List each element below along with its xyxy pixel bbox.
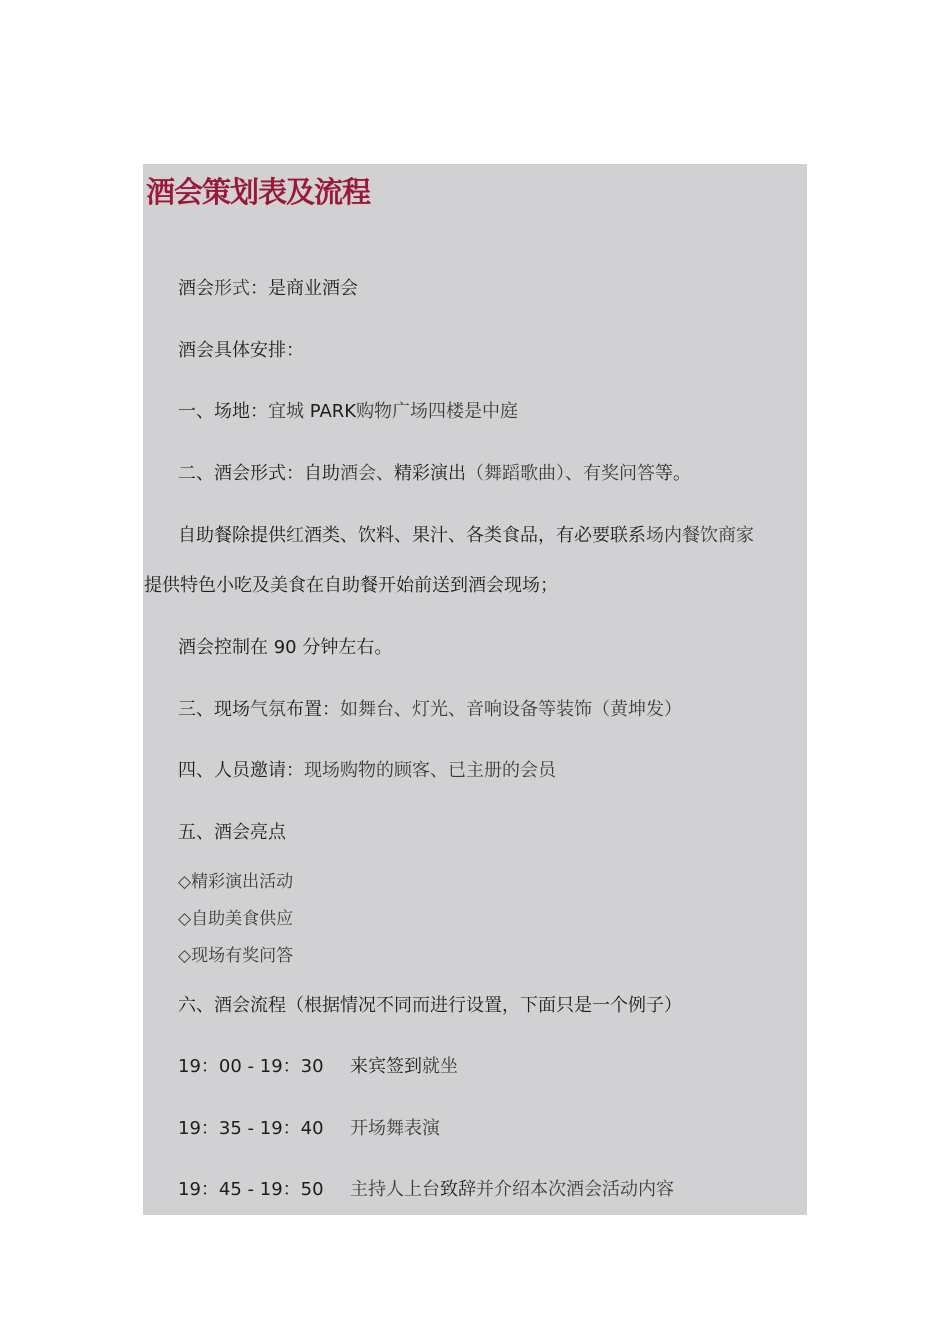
schedule-time: 19：45 - 19：50 [178, 1179, 324, 1200]
venue-value-c: 购物广场四楼是中庭 [356, 401, 519, 422]
atmosphere-label-c: 布置： [286, 699, 340, 720]
format-part-c: （舞蹈歌曲）、有奖问答 [466, 463, 655, 484]
venue-value-a: 宜城 [268, 401, 310, 422]
schedule-row [178, 1054, 458, 1080]
buffet-line-2: 提供特色小吃及美食在自助餐开始前送到酒会现场； [144, 575, 558, 596]
form-line [178, 276, 358, 302]
venue-line [178, 399, 518, 425]
arrangement-heading: 酒会具体安排： [178, 340, 304, 361]
form-label-serif: 形式 [214, 278, 250, 299]
buffet-1d: 场内餐饮商家 [646, 525, 754, 546]
form-value: ：是商业酒会 [250, 278, 358, 299]
invitation-line [178, 758, 556, 784]
venue-value-b: PARK [309, 401, 357, 422]
atmosphere-label-b: 气氛 [250, 699, 286, 720]
atmosphere-label-a: 三、现场 [178, 699, 250, 720]
format-part-a: 酒会、 [340, 463, 394, 484]
highlight-item: ◇精彩演出活动 [178, 872, 294, 892]
buffet-line-1 [178, 523, 754, 549]
schedule-item-a: 来宾签到 [350, 1056, 422, 1077]
buffet-1b: 红 [286, 525, 304, 546]
schedule-item-d: 并介绍本次酒会活动内容 [476, 1179, 674, 1200]
highlights-heading: 五、酒会亮点 [178, 822, 286, 843]
schedule-row [178, 1116, 440, 1142]
schedule-row [178, 1177, 674, 1203]
schedule-item-c: 致辞 [440, 1179, 476, 1200]
format-part-d: 等。 [655, 463, 691, 484]
format-line [178, 461, 691, 487]
buffet-1a: 自助餐除提供 [178, 525, 286, 546]
format-label: 二、酒会形式：自助 [178, 463, 340, 484]
duration-line: 酒会控制在 90 分钟左右。 [178, 637, 393, 658]
page-title: 酒会策划表及流程 [146, 175, 371, 209]
invitation-value: 现场购物的顾客、已主册的会员 [304, 760, 556, 781]
buffet-1c: 酒类、饮料、果汁、各类食品，有必要联系 [304, 525, 646, 546]
schedule-time: 19：35 - 19：40 [178, 1118, 324, 1139]
schedule-item-b: 就坐 [422, 1056, 458, 1077]
atmosphere-line [178, 697, 682, 723]
highlight-item: ◇自助美食供应 [178, 909, 294, 929]
schedule-item-b: 开场舞表演 [350, 1118, 440, 1139]
invitation-label: 四、人员邀请： [178, 760, 304, 781]
schedule-item-b: 主持人上台 [350, 1179, 440, 1200]
atmosphere-value: 如舞台、灯光、音响设备等装饰（黄坤发） [340, 699, 682, 720]
venue-label: 一、场地： [178, 401, 268, 422]
form-label: 酒会 [178, 278, 214, 299]
highlight-item: ◇现场有奖问答 [178, 946, 294, 966]
format-part-b: 精彩演出 [394, 463, 466, 484]
process-heading: 六、酒会流程（根据情况不同而进行设置，下面只是一个例子） [178, 995, 682, 1016]
schedule-time: 19：00 - 19：30 [178, 1056, 324, 1077]
